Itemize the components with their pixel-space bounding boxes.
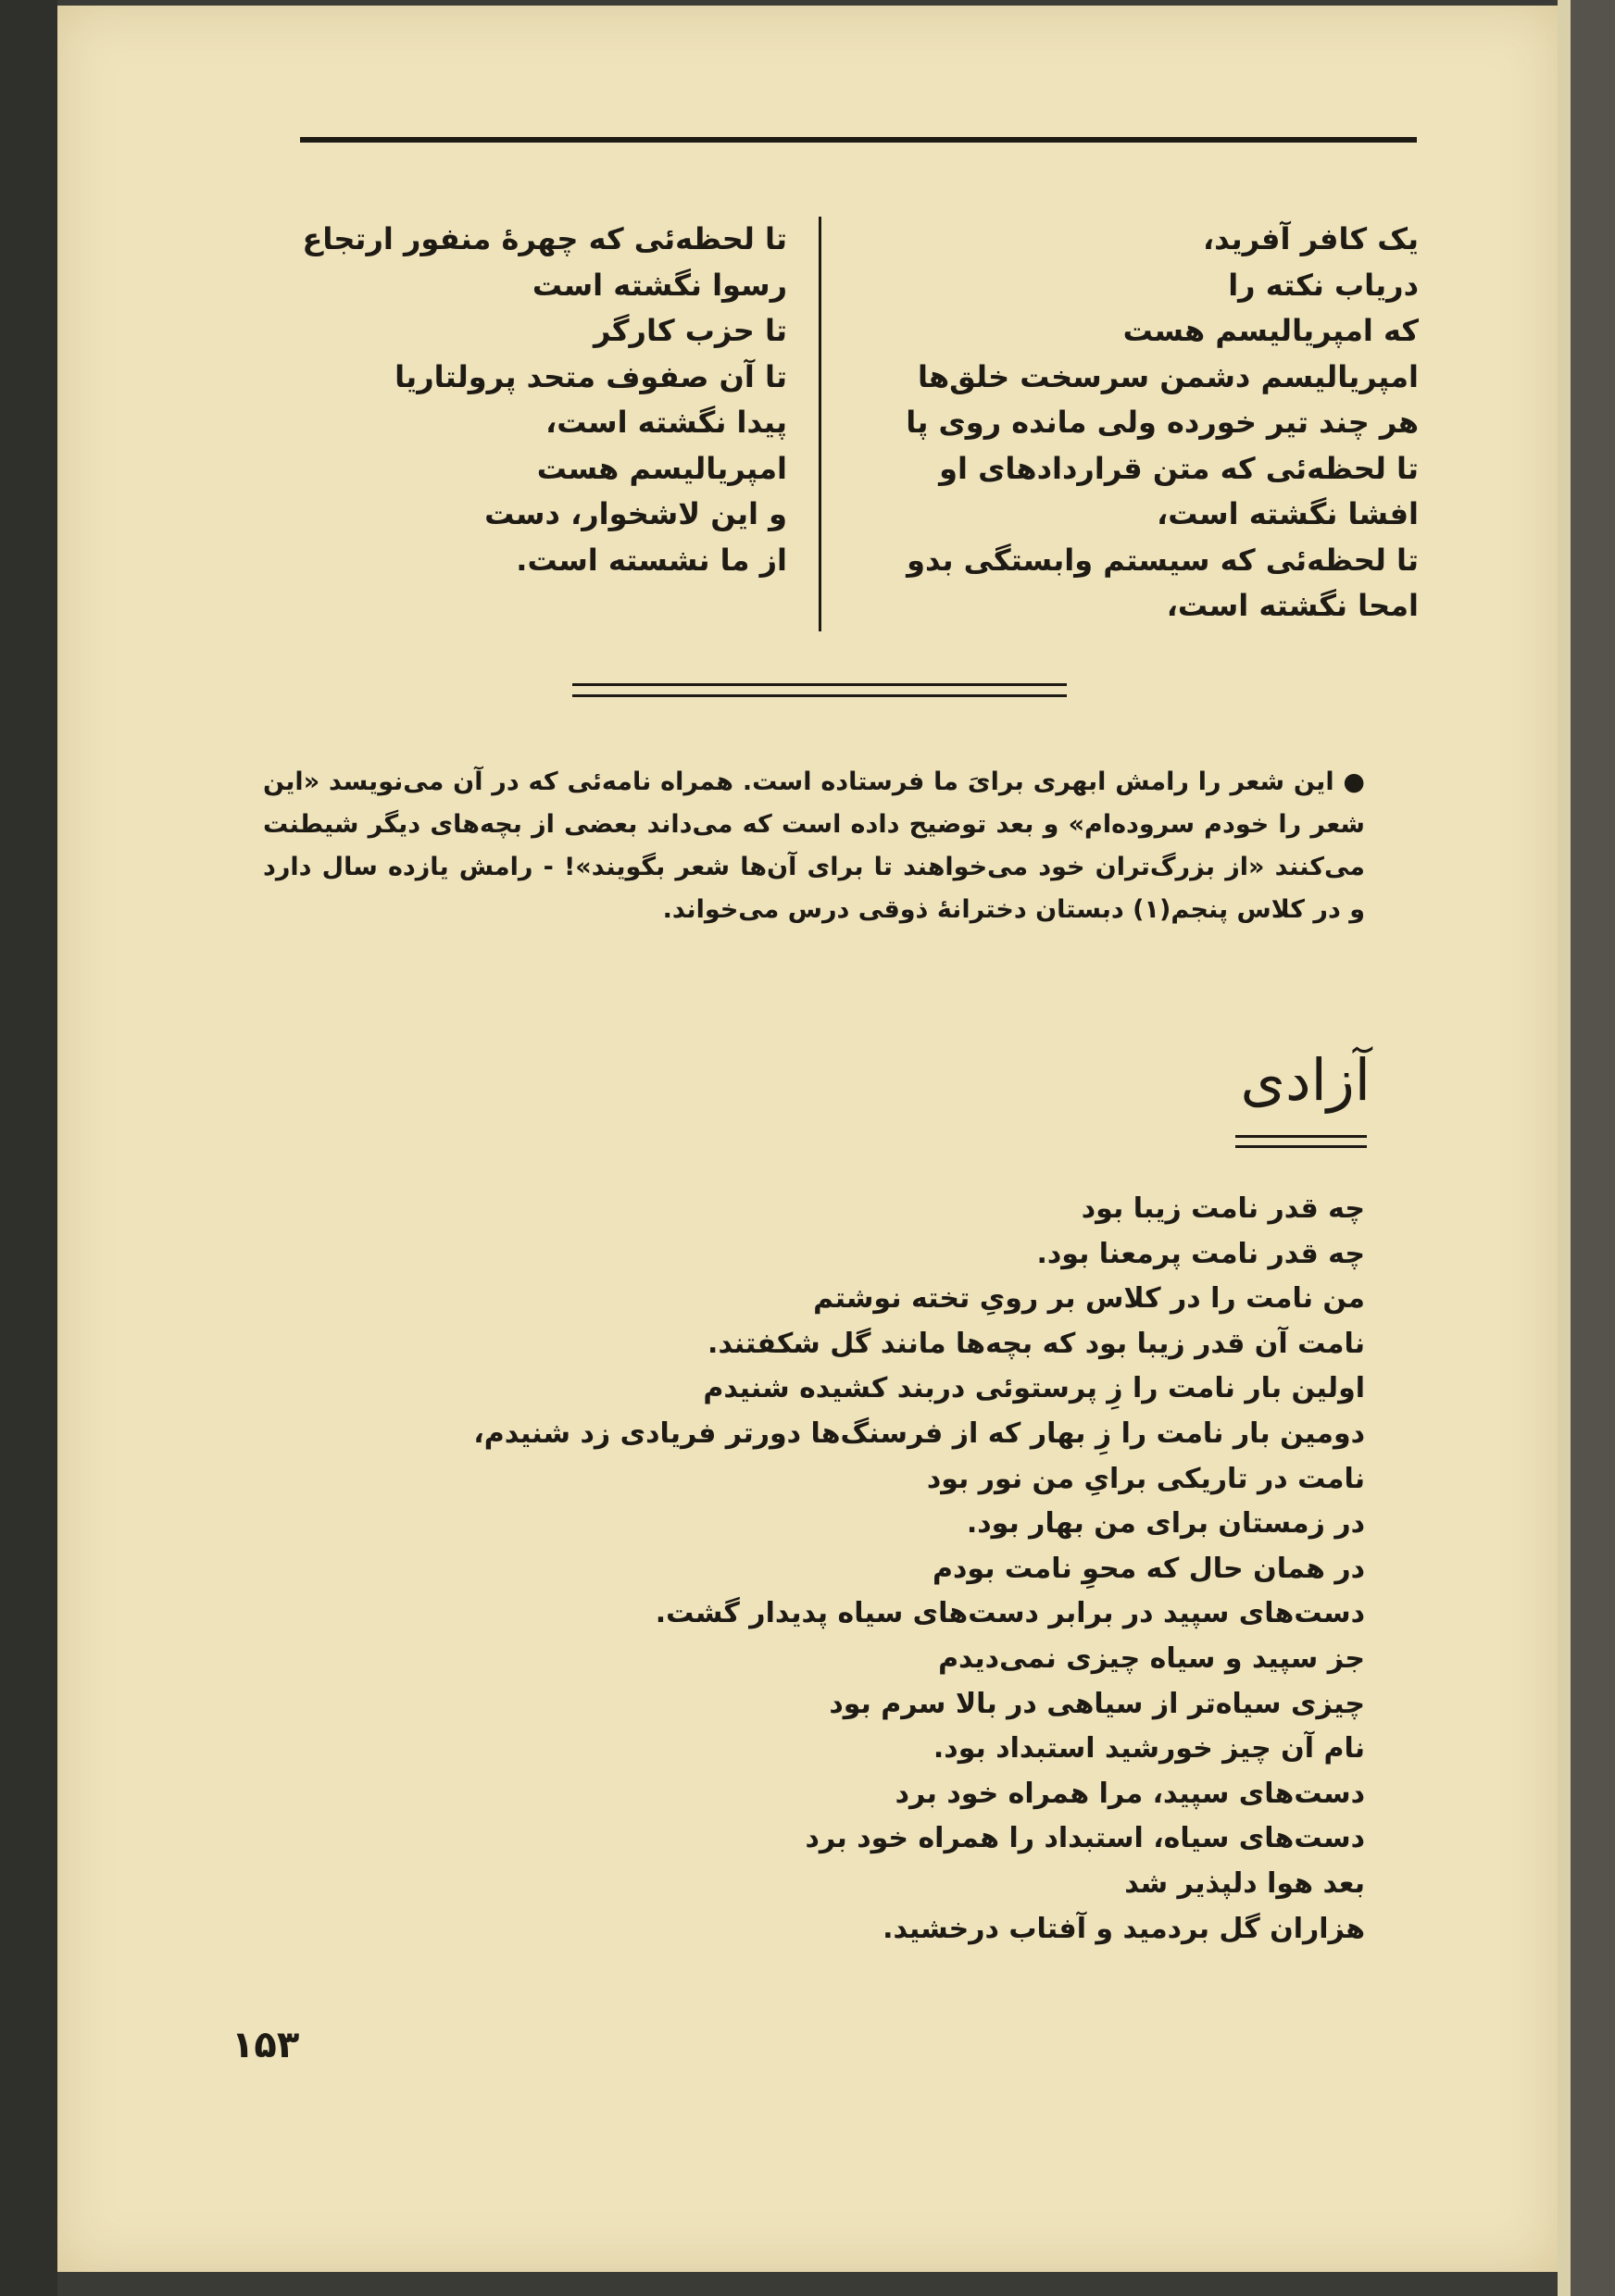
poem-line: دریاب نکته را [1228,267,1419,303]
poem-line: تا حزب کارگر [594,313,787,348]
poem-line: دست‌های سپید، مرا همراه خود برد [895,1777,1365,1810]
poem-line: در همان حال که محوِ نامت بودم [933,1552,1365,1585]
poem-line: یک کافر آفرید، [1202,221,1419,256]
poem-left-column [302,217,787,583]
editorial-note: ● این شعر را رامش ابهری برایَ ما فرستاده است. همراه نامه‌ئی که در آن می‌نویسد «این شعر را خودم سروده‌ام» و بعد توضیح داده است که می‌داند بعضی از بچه‌های دیگر شیطنت می‌کنند «از بزرگ‌تران خود می‌خواهند تا برای آن‌ها شعر بگویند»! - رامش یازده سال دارد و در کلاس پنجم(۱) دبستان دخترانهٔ ذوقی درس می‌خواند. [263,767,1365,924]
poem-line: هزاران گل بردمید و آفتاب درخشید. [883,1912,1365,1945]
poem-line: دست‌های سپید در برابر دست‌های سیاه پدیدار گشت. [655,1597,1365,1630]
column-divider [819,217,821,631]
poem-line: تا لحظه‌ئی که متن قراردادهای او [939,450,1419,486]
poem-line: چه قدر نامت پرمعنا بود. [1036,1237,1365,1270]
top-rule [300,137,1417,143]
poem-line: جز سپید و سیاه چیزی نمی‌دیدم [938,1641,1365,1675]
title-underline-top [1235,1135,1367,1138]
poem-line: پیدا نگشته است، [545,405,787,440]
poem-line: که امپریالیسم هست [1122,313,1419,348]
poem-line: اولین بار نامت را زِ پرستوئی دربند کشیده شنیدم [703,1372,1365,1405]
poem-line: و این لاشخوار، دست [484,496,787,531]
title-underline-bottom [1235,1145,1367,1148]
poem-line: هر چند تیر خورده ولی مانده روی پا [906,405,1419,440]
poem-line: چه قدر نامت زیبا بود [1081,1192,1365,1225]
page-number: ۱۵۳ [232,2024,300,2066]
scan-margin-left [0,0,57,2296]
poem-line: نامت آن قدر زیبا بود که بچه‌ها مانند گل شکفتند. [707,1327,1365,1360]
scan-margin-right [1558,0,1615,2296]
poem-line: تا لحظه‌ئی که چهرهٔ منفور ارتجاع [302,221,787,256]
poem-line: تا لحظه‌ئی که سیستم وابستگی بدو [907,542,1419,578]
poem-line: تا آن صفوف متحد پرولتاریا [394,358,787,394]
poem-line: بعد هوا دلپذیر شد [1124,1866,1365,1900]
poem-line: امپریالیسم هست [536,450,787,486]
section-divider-top-line [572,683,1067,686]
poem-freedom [473,1187,1365,1952]
poem-line: نامت در تاریکی برایِ من نور بود [926,1462,1365,1495]
poem-line: چیزی سیاه‌تر از سیاهی در بالا سرم بود [829,1687,1365,1720]
poem-line: در زمستان برای من بهار بود. [966,1507,1365,1541]
section-divider-bottom-line [572,694,1067,697]
poem-title: آزادی [1240,1046,1371,1114]
poem-right-column [906,217,1419,630]
poem-line: افشا نگشته است، [1157,496,1419,531]
poem-line: من نامت را در کلاس بر رویِ تخته نوشتم [813,1282,1365,1316]
poem-line: امحا نگشته است، [1166,588,1419,623]
poem-line: از ما نشسته است. [516,542,787,578]
poem-line: دومین بار نامت را زِ بهار که از فرسنگ‌ها دورتر فریادی زد شنیدم، [473,1416,1365,1450]
poem-line: نام آن چیز خورشید استبداد بود. [933,1732,1365,1766]
poem-line: رسوا نگشته است [532,267,787,303]
poem-line: دست‌های سیاه، استبداد را همراه خود برد [805,1822,1365,1855]
poem-line: امپریالیسم دشمن سرسخت خلق‌ها [917,358,1419,394]
